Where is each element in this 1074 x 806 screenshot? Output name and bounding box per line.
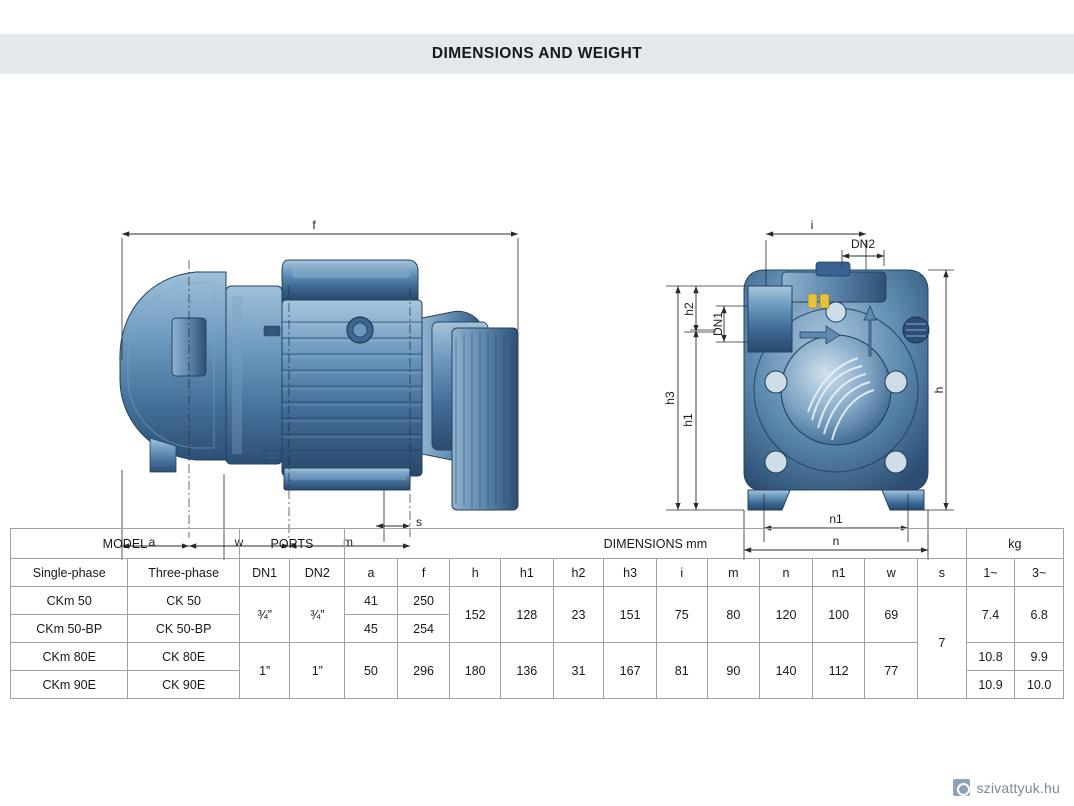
cell-n: 120 [760, 587, 813, 643]
dim-label-f: f [312, 218, 316, 232]
cell-weight-1ph: 10.9 [966, 671, 1015, 699]
cell-n: 140 [760, 643, 813, 699]
col-header-n1: n1 [812, 559, 865, 587]
cell-weight-1ph: 7.4 [966, 587, 1015, 643]
cell-h: 180 [450, 643, 501, 699]
cell-h1: 136 [501, 643, 554, 699]
col-header-n: n [760, 559, 813, 587]
cell-three-phase: CK 50-BP [128, 615, 239, 643]
group-header-weight: kg [966, 529, 1063, 559]
dim-label-m: m [343, 535, 353, 549]
cell-h: 152 [450, 587, 501, 643]
dim-label-a: a [148, 535, 156, 549]
col-header-m: m [707, 559, 760, 587]
cell-f: 254 [397, 615, 450, 643]
dim-label-n: n [832, 534, 840, 548]
cell-a: 41 [345, 587, 398, 615]
cell-a: 45 [345, 615, 398, 643]
col-header-weight-1ph: 1~ [966, 559, 1015, 587]
col-header-single-phase: Single-phase [11, 559, 128, 587]
dim-label-n1: n1 [829, 512, 843, 526]
col-header-f: f [397, 559, 450, 587]
dimensions-table-wrap [10, 528, 1064, 699]
cell-h3: 151 [604, 587, 657, 643]
dim-label-h3: h3 [663, 391, 677, 405]
cell-three-phase: CK 50 [128, 587, 239, 615]
cell-single-phase: CKm 80E [11, 643, 128, 671]
col-header-a: a [345, 559, 398, 587]
cell-n1: 100 [812, 587, 865, 643]
cell-a: 50 [345, 643, 398, 699]
dim-label-h2: h2 [682, 302, 696, 316]
dim-label-h: h [932, 386, 946, 394]
cell-dn1: 1” [239, 643, 290, 699]
dim-label-h1: h1 [681, 413, 695, 427]
cell-i: 81 [656, 643, 707, 699]
col-header-h3: h3 [604, 559, 657, 587]
table-group-header-row [11, 529, 1064, 559]
cell-single-phase: CKm 50-BP [11, 615, 128, 643]
side-view-drawing [120, 218, 518, 560]
dim-label-dn2: DN2 [850, 237, 876, 251]
col-header-dn1: DN1 [239, 559, 290, 587]
cell-m: 80 [707, 587, 760, 643]
col-header-h2: h2 [553, 559, 604, 587]
cell-n1: 112 [812, 643, 865, 699]
group-header-dimensions: DIMENSIONS mm [345, 529, 967, 559]
cell-h2: 23 [553, 587, 604, 643]
cell-s: 7 [918, 587, 967, 699]
col-header-i: i [656, 559, 707, 587]
cell-h1: 128 [501, 587, 554, 643]
table-row [11, 587, 1064, 615]
cell-f: 296 [397, 643, 450, 699]
cell-h2: 31 [553, 643, 604, 699]
cell-single-phase: CKm 50 [11, 587, 128, 615]
cell-w: 77 [865, 643, 918, 699]
dim-label-dn1: DN1 [711, 311, 725, 337]
col-header-s: s [918, 559, 967, 587]
col-header-dn2: DN2 [290, 559, 345, 587]
logo-mark-icon [953, 779, 970, 796]
cell-m: 90 [707, 643, 760, 699]
cell-single-phase: CKm 90E [11, 671, 128, 699]
col-header-weight-3ph: 3~ [1015, 559, 1064, 587]
cell-i: 75 [656, 587, 707, 643]
cell-weight-3ph: 9.9 [1015, 643, 1064, 671]
col-header-h1: h1 [501, 559, 554, 587]
dim-label-s: s [416, 515, 422, 529]
col-header-h: h [450, 559, 501, 587]
table-row [11, 643, 1064, 671]
dim-label-i: i [810, 218, 814, 232]
table-sub-header-row [11, 559, 1064, 587]
front-view-drawing [663, 218, 954, 560]
dim-label-w: w [234, 535, 244, 549]
cell-weight-3ph: 6.8 [1015, 587, 1064, 643]
site-logo[interactable] [953, 779, 1060, 796]
dimensions-table [10, 528, 1064, 699]
cell-w: 69 [865, 587, 918, 643]
cell-dn2: ¾” [290, 587, 345, 643]
col-header-w: w [865, 559, 918, 587]
cell-dn1: ¾” [239, 587, 290, 643]
cell-weight-1ph: 10.8 [966, 643, 1015, 671]
page-title: DIMENSIONS AND WEIGHT [431, 45, 643, 62]
col-header-three-phase: Three-phase [128, 559, 239, 587]
group-header-ports: PORTS [239, 529, 344, 559]
group-header-model: MODEL [11, 529, 240, 559]
cell-dn2: 1” [290, 643, 345, 699]
cell-three-phase: CK 90E [128, 671, 239, 699]
cell-weight-3ph: 10.0 [1015, 671, 1064, 699]
logo-text: szivattyuk.hu [976, 779, 1060, 796]
cell-h3: 167 [604, 643, 657, 699]
cell-f: 250 [397, 587, 450, 615]
cell-three-phase: CK 80E [128, 643, 239, 671]
